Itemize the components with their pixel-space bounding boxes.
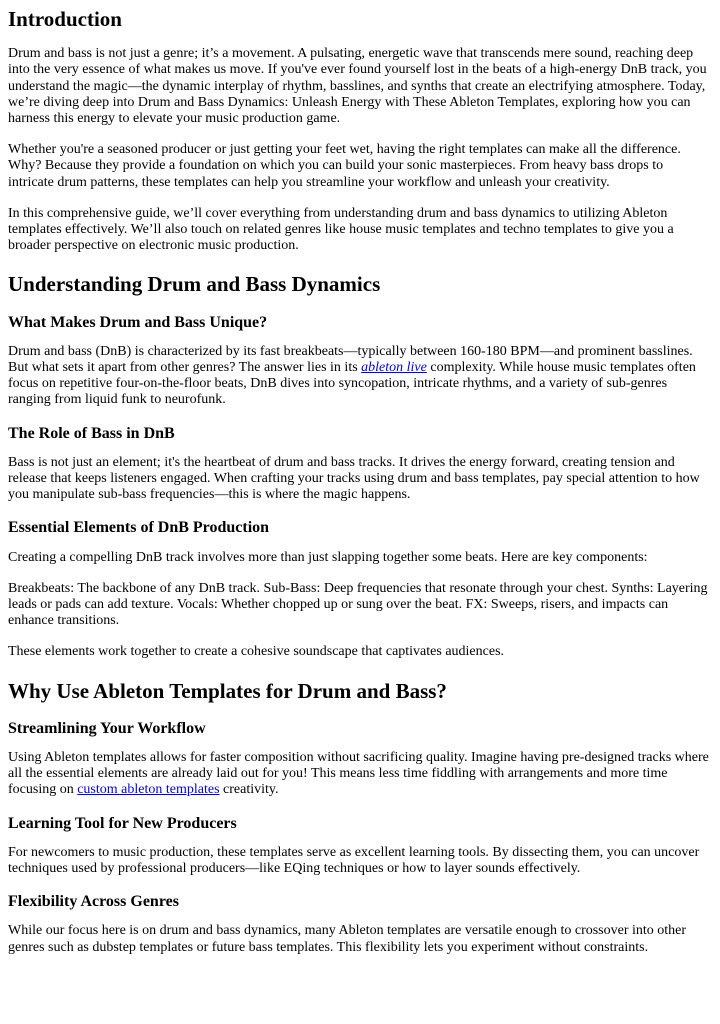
learning-tool-subheading: Learning Tool for New Producers <box>8 814 237 832</box>
flexibility-subheading: Flexibility Across Genres <box>8 893 179 911</box>
unique-text-after: complexity. While house music templates often focus on repetitive four-on-the-floor beats, DnB dives into syncopation, intricate rhythms, and a variety of sub-genres ranging from liquid funk to neurofunk. <box>8 360 696 408</box>
essential-elements-paragraph-2: Breakbeats: The backbone of any DnB track. Sub-Bass: Deep frequencies that resonate through your chest. Synths: Layering leads or pads can add texture. Vocals: Whether chopped up or sung over the beat. FX: Sweeps, risers, and impacts can enhance transitions. <box>8 580 708 629</box>
bass-role-paragraph: Bass is not just an element; it's the heartbeat of drum and bass tracks. It drives the energy forward, creating tension and release that keeps listeners engaged. When crafting your tracks using drum and bass templates, pay special attention to how you manipulate sub-bass frequencies—this is where the magic happens. <box>8 454 700 503</box>
intro-paragraph-2: Whether you're a seasoned producer or just getting your feet wet, having the right templates can make all the difference. Why? Because they provide a foundation on which you can build your sonic masterpieces. From heavy bass drops to intricate drum patterns, these templates can help you streamline your workflow and unleash your creativity. <box>8 142 681 190</box>
essential-elements-subheading: Essential Elements of DnB Production <box>8 519 270 537</box>
why-heading: Why Use Ableton Templates for Drum and Bass? <box>8 678 447 703</box>
unique-text-before: Drum and bass (DnB) is characterized by its fast breakbeats—typically between 160-180 BPM—and prominent basslines. But what sets it apart from other genres? The answer lies in its <box>8 343 693 375</box>
custom-ableton-templates-link[interactable]: custom ableton templates <box>77 782 220 798</box>
flexibility-paragraph: While our focus here is on drum and bass dynamics, many Ableton templates are versatile enough to crossover into other genres such as dubstep templates or future bass templates. This flexibility lets you experiment without constraints. <box>8 923 687 955</box>
essential-elements-paragraph-3: These elements work together to create a cohesive soundscape that captivates audiences. <box>8 644 505 660</box>
unique-subheading: What Makes Drum and Bass Unique? <box>8 313 268 331</box>
workflow-paragraph <box>8 750 712 799</box>
unique-paragraph <box>8 344 712 409</box>
learning-tool-paragraph: For newcomers to music production, these templates serve as excellent learning tools. By dissecting them, you can uncover techniques used by professional producers—like EQing techniques or how to layer sounds effectively. <box>8 844 700 876</box>
workflow-text-after: creativity. <box>219 782 279 798</box>
workflow-subheading: Streamlining Your Workflow <box>8 719 206 737</box>
intro-paragraph-3: In this comprehensive guide, we’ll cover everything from understanding drum and bass dynamics to utilizing Ableton templates effectively. We’ll also touch on related genres like house music templates and techno templates to give you a broader perspective on electronic music production. <box>8 205 674 254</box>
bass-role-subheading: The Role of Bass in DnB <box>8 424 175 442</box>
article <box>0 7 720 956</box>
introduction-heading: Introduction <box>8 7 122 31</box>
intro-paragraph-1: Drum and bass is not just a genre; it’s a movement. A pulsating, energetic wave that transcends mere sound, reaching deep into the very essence of what makes us move. If you've ever found yourself lost in the beats of a high-energy DnB track, you understand the magic—the dynamic interplay of rhythm, basslines, and synths that create an electrifying atmosphere. Today, we’re diving deep into Drum and Bass Dynamics: Unleash Energy with These Ableton Templates, exploring how you can harness this energy to elevate your music production game. <box>8 46 707 126</box>
essential-elements-paragraph-1: Creating a compelling DnB track involves more than just slapping together some beats. Here are key components: <box>8 549 648 565</box>
workflow-text-before: Using Ableton templates allows for faster composition without sacrificing quality. Imagine having pre-designed tracks where all the essential elements are already laid out for you! This means less time fiddling with arrangements and more time focusing on <box>8 749 709 798</box>
understanding-heading: Understanding Drum and Bass Dynamics <box>8 272 381 297</box>
ableton-live-link[interactable]: ableton live <box>361 360 427 375</box>
